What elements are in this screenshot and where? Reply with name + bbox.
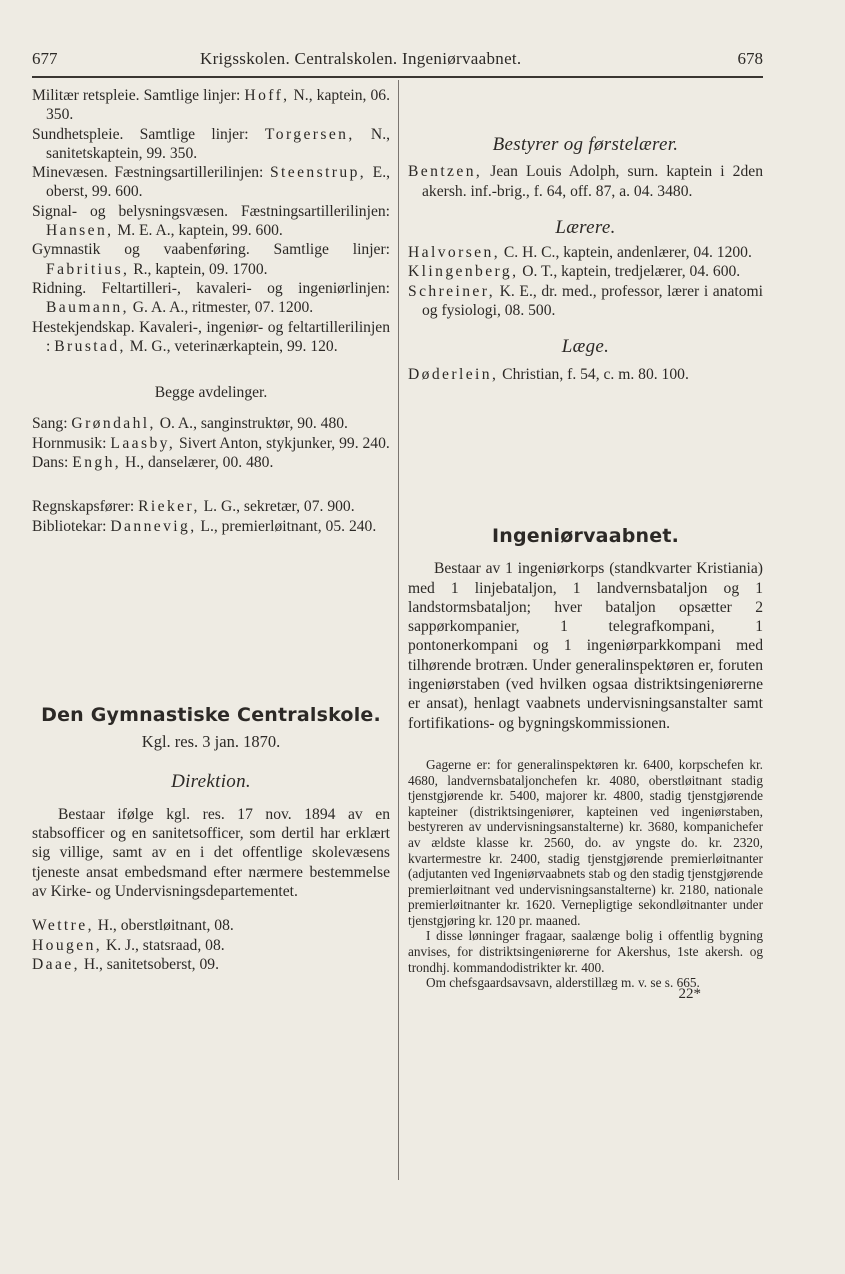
bestyrer-entry: Bentzen, Jean Louis Adolph, surn. kaptein i 2den akersh. inf.-brig., f. 64, off. 87, a. 04. 3480. bbox=[408, 163, 763, 200]
entry-regnskapsforer: Regnskapsfører: Rieker, L. G., sekretær, 07. 900. bbox=[32, 498, 355, 516]
entry-ridning: Ridning. Feltartilleri-, kavaleri- og ingeniørlinjen: Baumann, G. A. A., ritmester, 07. 1200. bbox=[32, 279, 390, 317]
direktion-members bbox=[32, 916, 390, 974]
entry-signal: Signal- og belysningsvæsen. Fæstningsartillerilinjen: Hansen, M. E. A., kaptein, 99. 600. bbox=[32, 202, 390, 240]
ingeniorvaabnet-text: Bestaar av 1 ingeniørkorps (standkvarter Kristiania) med 1 linjebataljon, 1 landvernsbataljon og 1 landstormsbataljon; hver bataljon opsætter 2 sappørkompanier, 1 telegrafkompani, 1 pontonerkompani og 1 ingeniørparkkompani med tilhørende brotræn. Under generalinspektøren er, foruten ingeniørstaben (ved hvilken ogsaa distriktsingeniørerne er ansat), henlagt vaabnets undervisningsanstalter samt fortifikations- og bygningskommissionen. bbox=[408, 560, 763, 732]
column-divider bbox=[398, 80, 399, 1180]
signature-mark: 22* bbox=[678, 985, 701, 1002]
member-row: Daae, H., sanitetsoberst, 09. bbox=[32, 955, 219, 973]
housing-paragraph: I disse lønninger fragaar, saalænge bolig i offentlig bygning anvises, for distriktsingeniørerne for Akershus, 1ste akersh. og trondhj. kommandodistrikter kr. 400. bbox=[408, 928, 763, 975]
direktion-text: Bestaar ifølge kgl. res. 17 nov. 1894 av en stabsofficer og en sanitetsofficer, som dertil har erklært sig villige, samt av en i det offentlige skolevæsens tjeneste ansat embedsmand efter nærmere bestemmelse av Kirke- og Undervisningsdepartementet. bbox=[32, 805, 390, 901]
running-header bbox=[32, 49, 763, 73]
left-column bbox=[32, 86, 390, 974]
laerer-entry: Schreiner, K. E., dr. med., professor, lærer i anatomi og fysiologi, 08. 500. bbox=[408, 282, 763, 320]
entry-hestekjendskap: Hestekjendskap. Kavaleri-, ingeniør- og feltartillerilinjen : Brustad, M. G., veterinærkaptein, 99. 120. bbox=[32, 318, 390, 355]
royal-resolution: Kgl. res. 3 jan. 1870. bbox=[141, 732, 281, 752]
section-heading-begge: Begge avdelinger. bbox=[154, 384, 268, 402]
member-row: Wettre, H., oberstløitnant, 08. bbox=[32, 917, 234, 935]
allowance-paragraph: Om chefsgaardsavsavn, alderstillæg m. v. se s. 665. bbox=[426, 975, 700, 991]
entry-dans: Dans: Engh, H., danselærer, 00. 480. bbox=[32, 454, 274, 472]
laerere-heading: Lærere. bbox=[555, 216, 616, 238]
salary-paragraph: Gagerne er: for generalinspektøren kr. 6400, korpschefen kr. 4680, landvernsbataljonchefen kr. 4080, oberstløitnant stadig tjenstgjørende kr. 5400, majorer kr. 4800, stadig tjenstgjørende kapteiner (distriktsingeniører, kapteinen ved ingeniørstaben, bestyreren av undervisningsanstalterne) kr. 3680, kompanichefer av ældste klasse kr. 2560, do. av yngste do. kr. 2320, kvartermestre kr. 2400, stadig tjenstgjørende premierløitnanter (adjutanten ved Ingeniørvaabnets stab og den stadig tjenstgjørende premierløitnant ved undervisningsanstalterne) kr. 2180, nationale premierløitnanter kr. 1620. Vernepligtige sekondløitnanter under tjenstgjøring kr. 120 pr. maaned. bbox=[408, 756, 763, 928]
laerer-entry: Klingenberg, O. T., kaptein, tredjelærer, 04. 600. bbox=[408, 263, 741, 281]
salary-notes bbox=[408, 757, 763, 991]
page-number-right: 678 bbox=[737, 49, 763, 68]
entry-bibliotekar: Bibliotekar: Dannevig, L., premierløitnant, 05. 240. bbox=[32, 517, 377, 535]
page-number-left: 677 bbox=[32, 49, 58, 68]
bestyrer-heading: Bestyrer og førstelærer. bbox=[492, 134, 679, 155]
entry-gymnastik: Gymnastik og vaabenføring. Samtlige linjer: Fabritius, R., kaptein, 09. 1700. bbox=[32, 241, 390, 278]
section-title-ingeniorvaabnet: Ingeniørvaabnet. bbox=[491, 524, 680, 547]
direktion-heading: Direktion. bbox=[171, 770, 251, 792]
entry-hornmusik: Hornmusik: Laasby, Sivert Anton, stykjunker, 99. 240. bbox=[32, 434, 390, 452]
header-rule bbox=[32, 76, 763, 78]
laerere-list bbox=[408, 243, 763, 320]
instructor-list bbox=[32, 86, 390, 356]
entry-militaer-retspleie: Militær retspleie. Samtlige linjer: Hoff, N., kaptein, 06. 350. bbox=[32, 87, 391, 124]
entry-sang: Sang: Grøndahl, O. A., sanginstruktør, 90. 480. bbox=[32, 415, 348, 433]
laege-entry: Døderlein, Christian, f. 54, c. m. 80. 100. bbox=[408, 365, 689, 383]
section-title-gymnastiske-centralskole: Den Gymnastiske Centralskole. bbox=[41, 703, 381, 726]
staff-list bbox=[32, 497, 390, 536]
member-row: Hougen, K. J., statsraad, 08. bbox=[32, 936, 225, 954]
entry-minevaesen: Minevæsen. Fæstningsartillerilinjen: Steenstrup, E., oberst, 99. 600. bbox=[32, 164, 390, 201]
both-departments-list bbox=[32, 414, 390, 472]
laege-heading: Læge. bbox=[561, 336, 610, 358]
right-column bbox=[408, 86, 763, 1004]
laerer-entry: Halvorsen, C. H. C., kaptein, andenlærer, 04. 1200. bbox=[408, 244, 752, 262]
entry-sundhetspleie: Sundhetspleie. Samtlige linjer: Torgersen, N., sanitetskaptein, 99. 350. bbox=[32, 125, 390, 162]
header-title: Krigsskolen. Centralskolen. Ingeniørvaabnet. bbox=[200, 49, 522, 68]
